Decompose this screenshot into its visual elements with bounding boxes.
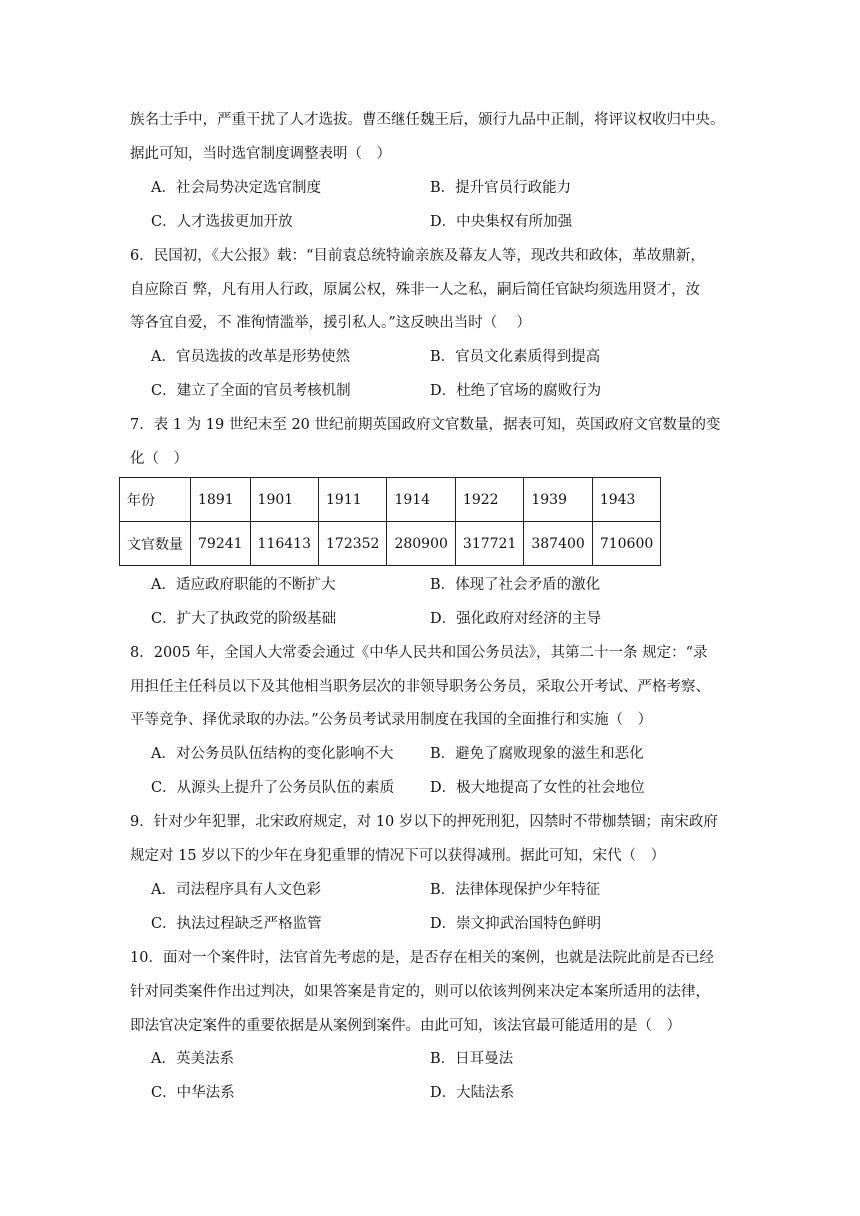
q6-option-b[interactable]: B．官员文化素质得到提高 (430, 349, 601, 365)
q5-stem-line: 据此可知，当时选官制度调整表明（ ） (130, 146, 391, 162)
q7-option-b[interactable]: B．体现了社会矛盾的激化 (430, 577, 601, 593)
q7-option-d[interactable]: D．强化政府对经济的主导 (430, 611, 602, 627)
q10-option-b[interactable]: B．日耳曼法 (430, 1051, 514, 1067)
q8-option-c[interactable]: C．从源头上提升了公务员队伍的素质 (151, 780, 395, 796)
q7-stem-line: 7．表 1 为 19 世纪末至 20 世纪前期英国政府文官数量，据表可知，英国政府文官数量的变 (130, 417, 721, 433)
q10-stem-line: 即法官决定案件的重要依据是从案例到案件。由此可知，该法官最可能适用的是（ ） (130, 1018, 681, 1034)
table-cell: 172352 (319, 522, 387, 566)
q6-option-d[interactable]: D．杜绝了官场的腐败行为 (430, 383, 602, 399)
q10-option-c[interactable]: C．中华法系 (151, 1085, 235, 1101)
q9-stem-line: 9．针对少年犯罪，北宋政府规定，对 10 岁以下的押死刑犯，囚禁时不带枷禁锢；南宋政府 (130, 814, 718, 830)
q10-option-a[interactable]: A．英美法系 (151, 1051, 234, 1067)
table-cell: 387400 (524, 522, 592, 566)
table-cell: 1922 (455, 478, 523, 522)
civil-servant-table (119, 477, 661, 566)
q9-option-d[interactable]: D．崇文抑武治国特色鲜明 (430, 916, 602, 932)
table-cell: 79241 (191, 522, 251, 566)
q6-stem-line: 自应除百 弊，凡有用人行政，原属公权，殊非一人之私，嗣后简任官缺均须选用贤才，汝 (130, 282, 701, 298)
table-cell: 280900 (387, 522, 455, 566)
q10-option-d[interactable]: D．大陆法系 (430, 1085, 515, 1101)
table-header-cell: 文官数量 (120, 522, 191, 566)
table-cell: 1914 (387, 478, 455, 522)
q6-option-c[interactable]: C．建立了全面的官员考核机制 (151, 383, 351, 399)
q10-stem-line: 针对同类案件作出过判决，如果答案是肯定的，则可以依该判例来决定本案所适用的法律， (130, 984, 710, 1000)
q5-option-c[interactable]: C．人才选拔更加开放 (151, 214, 293, 230)
table-row (120, 522, 661, 566)
q5-option-b[interactable]: B．提升官员行政能力 (430, 180, 572, 196)
q9-option-b[interactable]: B．法律体现保护少年特征 (430, 882, 601, 898)
table-cell: 317721 (455, 522, 523, 566)
q7-stem-line: 化（ ） (130, 451, 188, 467)
table-header-cell: 年份 (120, 478, 191, 522)
q6-stem-line: 6．民国初，《大公报》载：“目前袁总统特谕亲族及幕友人等，现改共和政体，革故鼎新， (130, 248, 705, 264)
q9-stem-line: 规定对 15 岁以下的少年在身犯重罪的情况下可以获得减刑。据此可知，宋代（ ） (130, 848, 666, 864)
q7-option-a[interactable]: A．适应政府职能的不断扩大 (151, 577, 336, 593)
q8-stem-line: 8．2005 年，全国人大常委会通过《中华人民共和国公务员法》，其第二十一条 规定：“录 (130, 645, 708, 661)
table-cell: 116413 (250, 522, 318, 566)
q10-stem-line: 10．面对一个案件时，法官首先考虑的是，是否存在相关的案例，也就是法院此前是否已经 (130, 950, 714, 966)
q6-stem-line: 等各宜自爱，不 准徇情滥举，援引私人。”这反映出当时（ ） (130, 315, 531, 331)
table-cell: 710600 (592, 522, 660, 566)
q6-option-a[interactable]: A．官员选拔的改革是形势使然 (151, 349, 350, 365)
q8-stem-line: 用担任主任科员以下及其他相当职务层次的非领导职务公务员，采取公开考试、严格考察、 (130, 679, 710, 695)
q5-stem-line: 族名士手中，严重干扰了人才选拔。曹丕继任魏王后，颁行九品中正制，将评议权收归中央。 (130, 112, 725, 128)
q5-option-a[interactable]: A．社会局势决定选官制度 (151, 180, 321, 196)
q9-option-c[interactable]: C．执法过程缺乏严格监管 (151, 916, 322, 932)
table-cell: 1911 (319, 478, 387, 522)
q8-option-b[interactable]: B．避免了腐败现象的滋生和恶化 (430, 746, 644, 762)
table-cell: 1939 (524, 478, 592, 522)
q8-option-a[interactable]: A．对公务员队伍结构的变化影响不大 (151, 746, 394, 762)
table-cell: 1901 (250, 478, 318, 522)
q5-option-d[interactable]: D．中央集权有所加强 (430, 214, 573, 230)
q9-option-a[interactable]: A．司法程序具有人文色彩 (151, 882, 321, 898)
table-cell: 1943 (592, 478, 660, 522)
table-row (120, 478, 661, 522)
q7-option-c[interactable]: C．扩大了执政党的阶级基础 (151, 611, 337, 627)
q8-stem-line: 平等竞争、择优录取的办法。”公务员考试录用制度在我国的全面推行和实施（ ） (130, 712, 653, 728)
table-cell: 1891 (191, 478, 251, 522)
q8-option-d[interactable]: D．极大地提高了女性的社会地位 (430, 780, 645, 796)
